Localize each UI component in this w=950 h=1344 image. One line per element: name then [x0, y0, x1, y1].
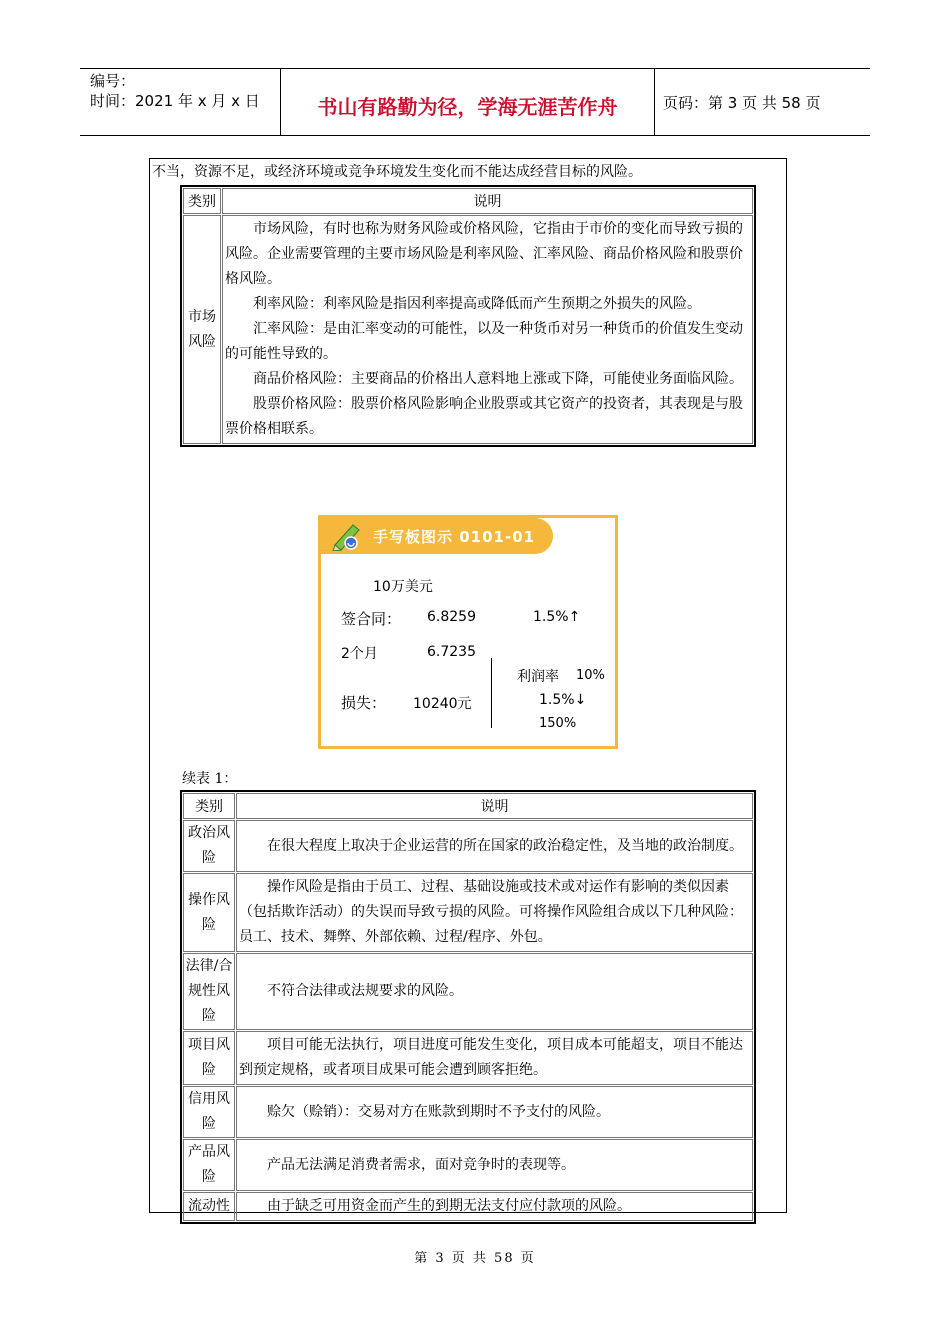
description-text: 操作风险是指由于员工、过程、基础设施或技术或对运作有影响的类似因素（包括欺诈活动）的失误而导致亏损的风险。可将操作风险组合成以下几种风险：员工、技术、舞弊、外部依赖、过程/程序、外包。	[239, 879, 743, 945]
category-cell: 法律/合规性风险	[183, 953, 235, 1030]
category-cell: 产品风险	[183, 1139, 235, 1191]
header-description: 说明	[236, 793, 753, 819]
board-divider	[491, 658, 492, 728]
handwriting-board	[318, 515, 618, 749]
page-footer: 第 3 页 共 58 页	[414, 1251, 536, 1266]
continuation-label: 续表 1：	[182, 771, 238, 787]
category-cell: 操作风险	[183, 873, 235, 952]
description-cell	[222, 215, 753, 444]
board-loss-label: 损失：	[341, 694, 387, 712]
description-cell	[236, 820, 753, 872]
category-cell: 流动性	[183, 1192, 235, 1221]
paragraph: 市场风险，有时也称为财务风险或价格风险，它指由于市价的变化而导致亏损的风险。企业需要管理的主要市场风险是利率风险、汇率风险、商品价格风险和股票价格风险。	[225, 221, 743, 287]
table-row	[183, 1031, 753, 1085]
category-cell: 信用风险	[183, 1086, 235, 1138]
market-risk-table	[180, 185, 756, 447]
table-row	[183, 215, 753, 444]
risk-category-table	[180, 790, 756, 1224]
board-total-pct: 150%	[539, 716, 577, 731]
paragraph: 股票价格风险：股票价格风险影响企业股票或其它资产的投资者，其表现是与股票价格相联系。	[225, 396, 743, 437]
board-profit-value: 10%	[576, 668, 605, 683]
description-text: 不符合法律或法规要求的风险。	[267, 983, 463, 999]
board-down-pct: 1.5%↓	[539, 692, 587, 708]
table-row	[183, 820, 753, 872]
table-header-row	[183, 793, 753, 819]
page-header	[80, 68, 870, 136]
paragraph: 利率风险：利率风险是指因利率提高或降低而产生预期之外损失的风险。	[253, 296, 701, 312]
header-description: 说明	[222, 188, 753, 214]
category-text: 市场风险	[188, 308, 216, 350]
description-cell	[236, 953, 753, 1030]
category-cell	[183, 215, 221, 444]
header-category: 类别	[183, 793, 235, 819]
board-sign-pct: 1.5%↑	[533, 609, 581, 625]
table-header-row	[183, 188, 753, 214]
header-page-info: 页码：第 3 页 共 58 页	[663, 93, 821, 112]
description-text: 赊欠（赊销）：交易对方在账款到期时不予支付的风险。	[267, 1103, 610, 1120]
paragraph: 汇率风险：是由汇率变动的可能性，以及一种货币对另一种货币的价值发生变动的可能性导致的。	[225, 321, 743, 362]
board-month-label: 2个月	[341, 646, 378, 662]
board-loss-value: 10240元	[413, 696, 472, 712]
table-row	[183, 873, 753, 952]
description-cell	[236, 873, 753, 952]
pencil-icon	[329, 521, 365, 551]
category-cell: 政治风险	[183, 820, 235, 872]
board-month-rate: 6.7235	[427, 644, 476, 660]
intro-text: 不当，资源不足，或经济环境或竞争环境发生变化而不能达成经营目标的风险。	[152, 164, 642, 180]
category-cell: 项目风险	[183, 1031, 235, 1085]
board-profit-label: 利润率	[517, 669, 559, 685]
table-row	[183, 1192, 753, 1221]
board-amount: 10万美元	[373, 579, 433, 595]
description-cell	[236, 1139, 753, 1191]
table-row	[183, 1086, 753, 1138]
board-sign-rate: 6.8259	[427, 609, 476, 625]
header-meta	[80, 69, 281, 135]
description-cell	[236, 1086, 753, 1138]
description-text: 项目可能无法执行，项目进度可能发生变化，项目成本可能超支，项目不能达到预定规格，或者项目成果可能会遭到顾客拒绝。	[239, 1037, 743, 1078]
description-text: 产品无法满足消费者需求，面对竞争时的表现等。	[267, 1156, 575, 1173]
board-sign-label: 签合同：	[341, 610, 402, 628]
board-title: 手写板图示 0101-01	[373, 528, 536, 546]
doc-number: 编号：	[90, 72, 136, 90]
header-category: 类别	[183, 188, 221, 214]
description-text: 由于缺乏可用资金而产生的到期无法支付应付款项的风险。	[267, 1198, 631, 1214]
doc-time: 时间：2021 年 x 月 x 日	[90, 92, 260, 110]
description-cell	[236, 1031, 753, 1085]
description-cell	[236, 1192, 753, 1221]
paragraph: 商品价格风险：主要商品的价格出人意料地上涨或下降，可能使业务面临风险。	[253, 371, 743, 387]
table-row	[183, 1139, 753, 1191]
description-text: 在很大程度上取决于企业运营的所在国家的政治稳定性，及当地的政治制度。	[267, 837, 743, 854]
table-row	[183, 953, 753, 1030]
header-motto: 书山有路勤为径，学海无涯苦作舟	[281, 69, 655, 135]
